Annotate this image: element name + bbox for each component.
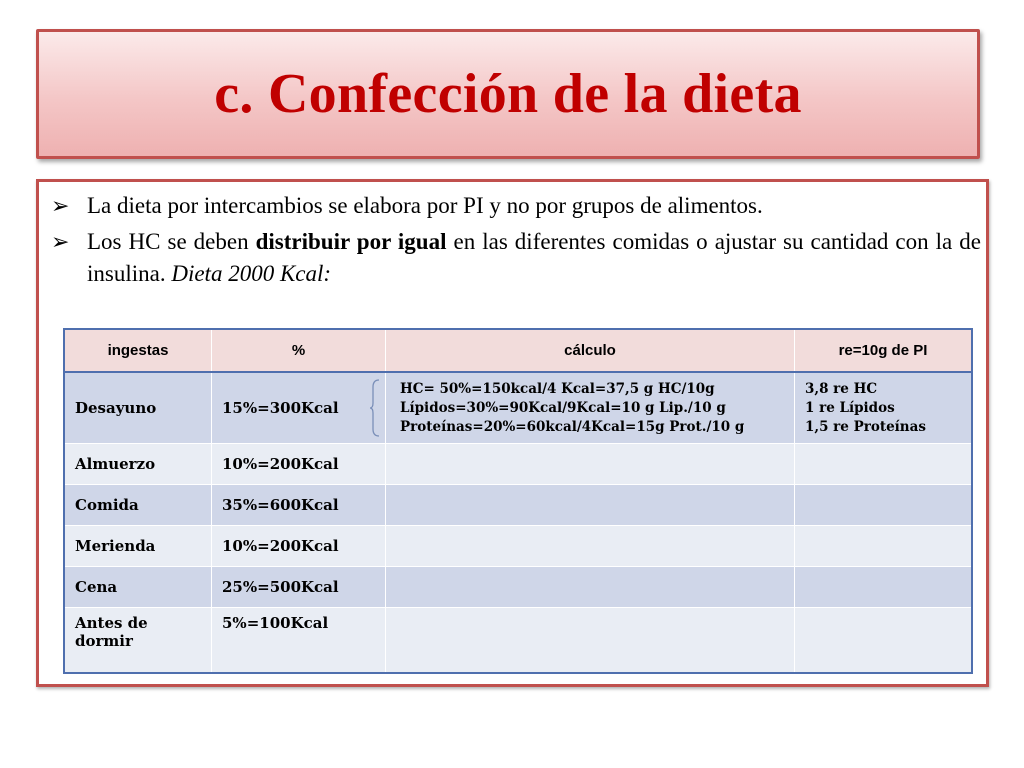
cell-percent: 25%=500Kcal bbox=[212, 567, 386, 608]
bullet-item bbox=[51, 190, 981, 222]
table-row bbox=[64, 444, 972, 485]
cell-calculo bbox=[386, 485, 795, 526]
cell-ingesta: Comida bbox=[64, 485, 212, 526]
re-line-proteinas: 1,5 re Proteínas bbox=[805, 418, 926, 435]
header-calculo: cálculo bbox=[386, 329, 795, 372]
cell-ingesta: Desayuno bbox=[64, 372, 212, 444]
table-header-row bbox=[64, 329, 972, 372]
calc-line-hc: HC= 50%=150kcal/4 Kcal=37,5 g HC/10g bbox=[400, 380, 715, 397]
cell-ingesta: Cena bbox=[64, 567, 212, 608]
bullet-item bbox=[51, 226, 981, 290]
cell-percent: 10%=200Kcal bbox=[212, 526, 386, 567]
re-line-hc: 3,8 re HC bbox=[805, 380, 878, 397]
header-re: re=10g de PI bbox=[795, 329, 973, 372]
header-ingestas: ingestas bbox=[64, 329, 212, 372]
cell-re bbox=[795, 372, 973, 444]
cell-re bbox=[795, 567, 973, 608]
calc-line-lipidos: Lípidos=30%=90Kcal/9Kcal=10 g Lip./10 g bbox=[400, 399, 726, 416]
cell-calculo bbox=[386, 444, 795, 485]
bullet-text: La dieta por intercambios se elabora por PI y no por grupos de alimentos. bbox=[87, 193, 763, 218]
re-line-lipidos: 1 re Lípidos bbox=[805, 399, 895, 416]
cell-calculo bbox=[386, 567, 795, 608]
cell-re bbox=[795, 485, 973, 526]
cell-ingesta: Almuerzo bbox=[64, 444, 212, 485]
header-percent: % bbox=[212, 329, 386, 372]
cell-re bbox=[795, 608, 973, 674]
bullet-text-bold: distribuir por igual bbox=[255, 229, 447, 254]
cell-percent: 10%=200Kcal bbox=[212, 444, 386, 485]
cell-ingesta: Merienda bbox=[64, 526, 212, 567]
bullet-list bbox=[51, 190, 981, 294]
cell-percent: 5%=100Kcal bbox=[212, 608, 386, 674]
cell-calculo bbox=[386, 526, 795, 567]
table-row bbox=[64, 567, 972, 608]
diet-table bbox=[63, 328, 973, 674]
content-panel bbox=[36, 179, 989, 687]
left-brace-icon bbox=[370, 379, 380, 437]
slide-title: c. Confección de la dieta bbox=[214, 63, 802, 125]
bullet-text-italic: Dieta 2000 Kcal: bbox=[171, 261, 332, 286]
table-row bbox=[64, 485, 972, 526]
table-row bbox=[64, 526, 972, 567]
cell-calculo bbox=[386, 372, 795, 444]
table-row bbox=[64, 372, 972, 444]
cell-calculo bbox=[386, 608, 795, 674]
title-banner bbox=[36, 29, 980, 159]
cell-percent: 15%=300Kcal bbox=[212, 372, 386, 444]
arrow-bullet-icon: ➢ bbox=[51, 230, 70, 255]
cell-re bbox=[795, 526, 973, 567]
bullet-text-start: Los HC se deben bbox=[87, 229, 256, 254]
arrow-bullet-icon: ➢ bbox=[51, 194, 70, 219]
cell-ingesta: Antes de dormir bbox=[64, 608, 212, 674]
calc-line-proteinas: Proteínas=20%=60kcal/4Kcal=15g Prot./10 g bbox=[400, 418, 745, 435]
cell-percent: 35%=600Kcal bbox=[212, 485, 386, 526]
bullet-text-end: en las diferentes comidas o ajustar su cantidad con la de insulina. bbox=[87, 229, 981, 286]
table-row bbox=[64, 608, 972, 674]
cell-re bbox=[795, 444, 973, 485]
